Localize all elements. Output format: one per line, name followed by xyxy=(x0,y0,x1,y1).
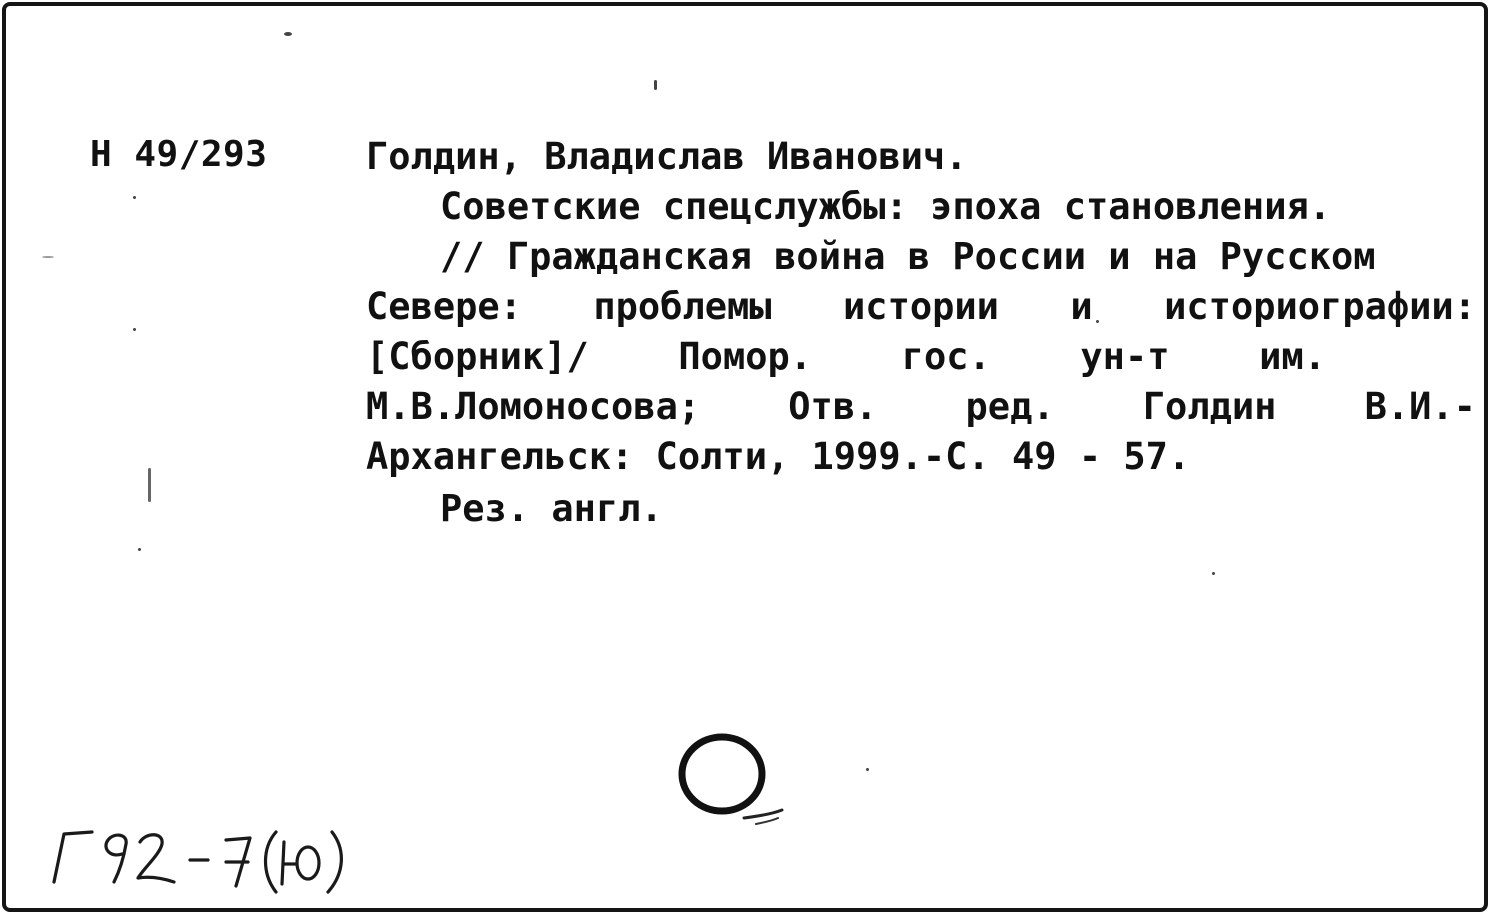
source-word: ун-т xyxy=(1080,335,1170,378)
source-word: Голдин xyxy=(1142,385,1277,428)
title-line: Советские спецслужбы: эпоха становления. xyxy=(440,185,1332,228)
source-word: В.И.- xyxy=(1364,385,1476,428)
scan-speck xyxy=(42,256,54,258)
handwritten-code xyxy=(40,808,370,898)
source-line-4 xyxy=(366,382,1476,432)
source-word: проблемы xyxy=(593,285,772,328)
scan-speck xyxy=(1096,320,1099,323)
source-line-2 xyxy=(366,282,1476,332)
scan-speck xyxy=(284,32,292,36)
scan-speck xyxy=(866,768,869,771)
source-word: Севере: xyxy=(366,285,522,328)
note-line: Рез. англ. xyxy=(440,487,663,530)
scan-speck xyxy=(654,80,657,90)
scan-speck xyxy=(1212,572,1215,575)
author-line: Голдин, Владислав Иванович. xyxy=(366,135,968,178)
source-word: М.В.Ломоносова; xyxy=(366,385,701,428)
source-line-1: // Гражданская война в России и на Русском xyxy=(440,235,1376,278)
source-word: Помор. xyxy=(678,335,813,378)
source-word: Отв. xyxy=(788,385,878,428)
source-word: ред. xyxy=(965,385,1055,428)
scan-speck xyxy=(133,196,136,199)
shelfmark: Н 49/293 xyxy=(90,134,268,175)
source-word: и xyxy=(1070,285,1093,328)
source-word: истории xyxy=(843,285,999,328)
source-line-3 xyxy=(366,332,1326,382)
punch-hole-icon xyxy=(672,726,796,836)
imprint-line: Архангельск: Солти, 1999.-С. 49 - 57. xyxy=(366,435,1191,478)
scan-speck xyxy=(138,548,141,551)
source-word: гос. xyxy=(901,335,991,378)
source-word: [Сборник]/ xyxy=(366,335,589,378)
source-word: историографии: xyxy=(1164,285,1476,328)
scan-speck xyxy=(133,328,136,331)
source-word: им. xyxy=(1259,335,1326,378)
scan-speck xyxy=(148,468,151,502)
